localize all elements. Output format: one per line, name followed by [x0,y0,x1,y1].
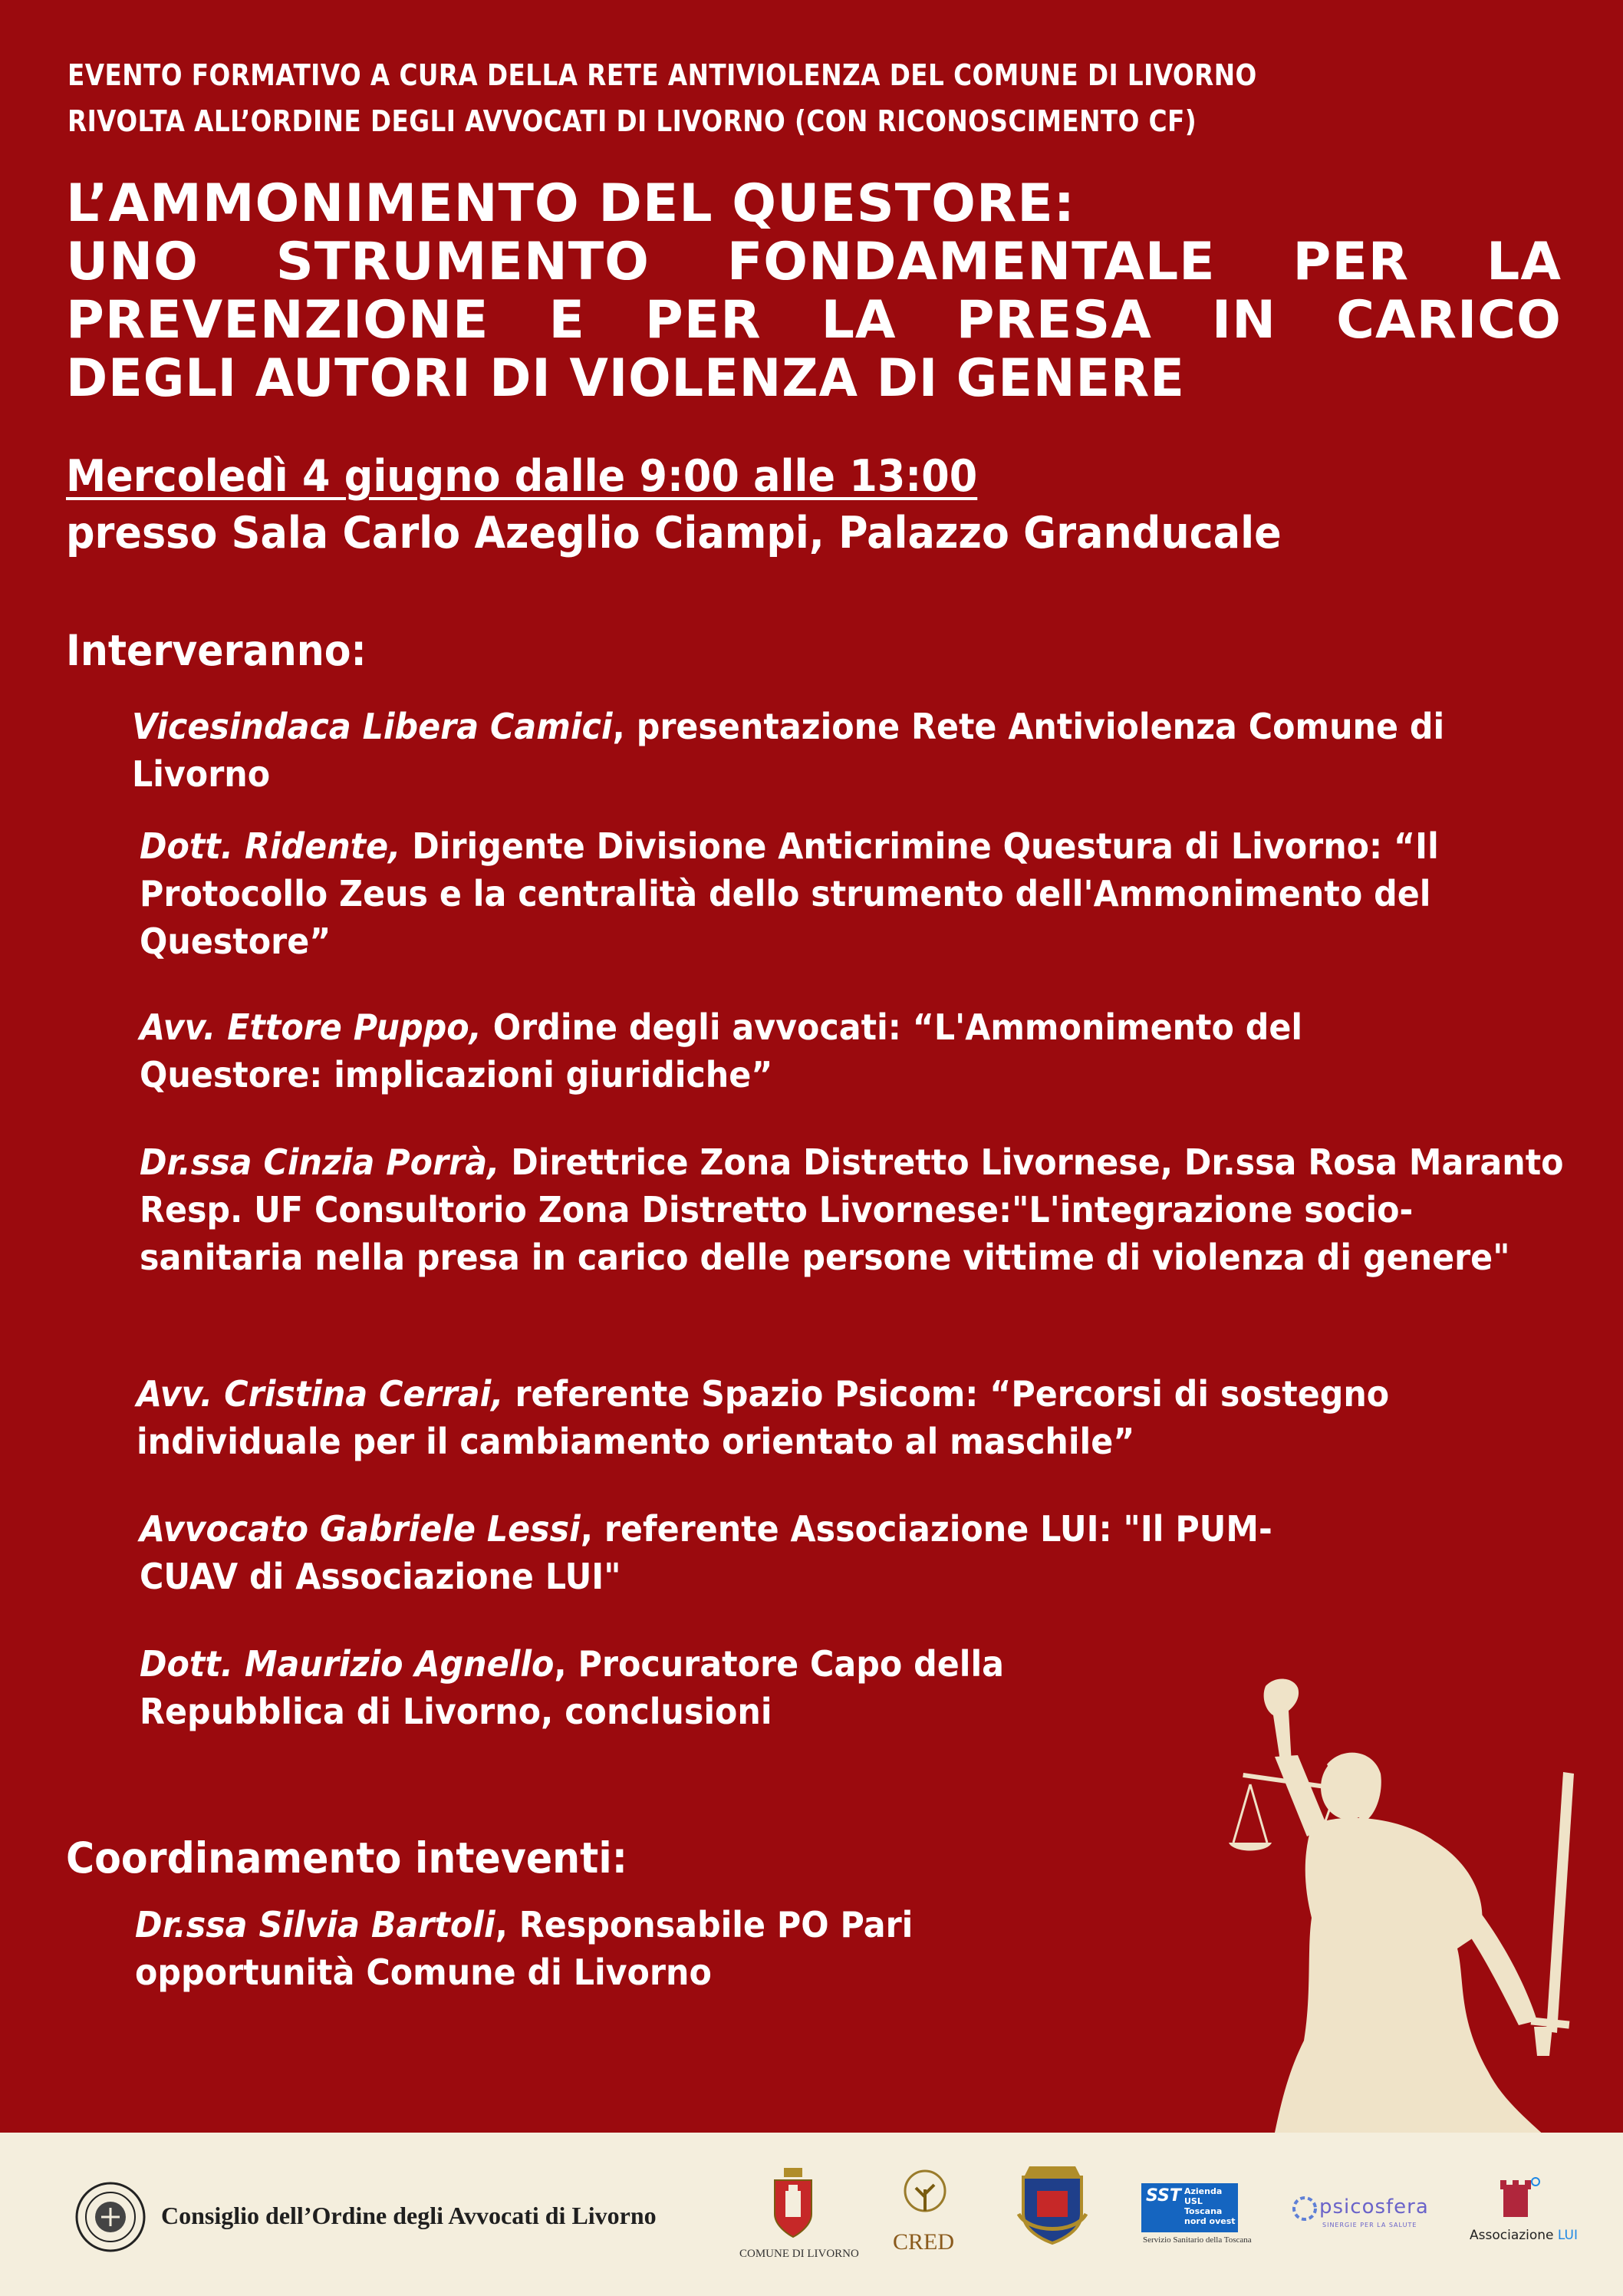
speaker-item [140,1138,1573,1281]
comune-crest-logo [770,2168,816,2242]
speaker-item [140,822,1573,965]
speaker-name: Dott. Maurizio Agnello [140,1643,555,1685]
speaker-text: presentazione Rete Antiviolenza Comune di Livorno [132,706,1445,795]
title-line-1: L’AMMONIMENTO DEL QUESTORE: [66,173,1075,234]
coordinator-name: Dr.ssa Silvia Bartoli [135,1904,495,1945]
speaker-text: referente Spazio Psicom: “Percorsi di sostegno individuale per il cambiamento orientato al maschile” [137,1373,1390,1462]
footer-logos-bar [0,2133,1623,2296]
header-line-2: RIVOLTA ALL’ORDINE DEGLI AVVOCATI DI LIVORNO (CON RICONOSCIMENTO CF) [67,104,1197,138]
speaker-text: referente Associazione LUI: "Il PUM-CUAV di Associazione LUI" [140,1508,1272,1597]
coordination-item: Dr.ssa Silvia Bartoli, Responsabile PO Pari opportunità Comune di Livorno [135,1904,914,1993]
psicosfera-tagline: SINERGIE PER LA SALUTE [1322,2222,1417,2228]
psicosfera-label: psicosfera [1319,2196,1429,2219]
speaker-name: Dr.ssa Cinzia Porrà, [140,1141,500,1183]
council-name: Consiglio dell’Ordine degli Avvocati di Livorno [161,2202,657,2229]
event-date: Mercoledì 4 giugno dalle 9:00 alle 13:00 [66,451,978,502]
title-line-2: UNO STRUMENTO FONDAMENTALE PER LA [66,232,1562,292]
header-line-1: EVENTO FORMATIVO A CURA DELLA RETE ANTIVIOLENZA DEL COMUNE DI LIVORNO [67,58,1257,92]
speaker-item [140,1003,1467,1099]
lady-justice-image [1227,1672,1595,2140]
lui-tower-logo [1496,2174,1542,2220]
asl-caption: Servizio Sanitario della Toscana [1143,2235,1252,2245]
police-crest-logo [1014,2160,1091,2246]
speaker-name: Avv. Cristina Cerrai, [137,1373,504,1415]
asl-toscana-logo: SST Azienda USL Toscana nord ovest [1141,2183,1238,2232]
title-line-4: DEGLI AUTORI DI VIOLENZA DI GENERE [66,348,1185,409]
speaker-item: Avvocato Gabriele Lessi, referente Associazione LUI: "Il PUM-CUAV di Associazione LUI" [140,1508,1272,1597]
event-venue: presso Sala Carlo Azeglio Ciampi, Palazzo Granducale [66,508,1282,558]
speaker-text: Ordine degli avvocati: “L'Ammonimento del Questore: implicazioni giuridiche” [140,1006,1303,1095]
speaker-text: Direttrice Zona Distretto Livornese, Dr.ssa Rosa Maranto Resp. UF Consultorio Zona Distretto Livornese:"L'integrazione socio-sanitaria nella presa in carico delle persone vittime di violenza di genere" [140,1141,1564,1278]
cred-label: CRED [893,2229,955,2255]
comune-label: COMUNE DI LIVORNO [739,2248,859,2260]
speaker-item [137,1370,1570,1465]
speaker-name: Avv. Ettore Puppo, [140,1006,482,1048]
speaker-name: Avvocato Gabriele Lessi [140,1508,581,1550]
speakers-heading: Interveranno: [66,626,367,675]
speaker-item: Vicesindaca Libera Camici, presentazione Rete Antiviolenza Comune di Livorno [132,706,1445,795]
lui-label: Associazione LUI [1470,2228,1579,2243]
coordination-heading: Coordinamento inteventi: [66,1833,627,1883]
speaker-name: Dott. Ridente, [140,825,401,867]
speaker-text: Dirigente Divisione Anticrimine Questura di Livorno: “Il Protocollo Zeus e la centralità dello strumento dell'Ammonimento del Questore” [140,825,1439,962]
speaker-text: Procuratore Capo della Repubblica di Livorno, conclusioni [140,1643,1005,1732]
speaker-item: Dott. Maurizio Agnello, Procuratore Capo della Repubblica di Livorno, conclusioni [140,1643,1005,1732]
psicosfera-icon [1292,2196,1318,2222]
speaker-name: Vicesindaca Libera Camici [132,706,613,747]
cred-tree-logo [894,2166,956,2228]
council-seal-logo [74,2180,147,2254]
coordinator-text: Responsabile PO Pari opportunità Comune di Livorno [135,1904,914,1993]
title-line-3: PREVENZIONE E PER LA PRESA IN CARICO [66,290,1562,351]
